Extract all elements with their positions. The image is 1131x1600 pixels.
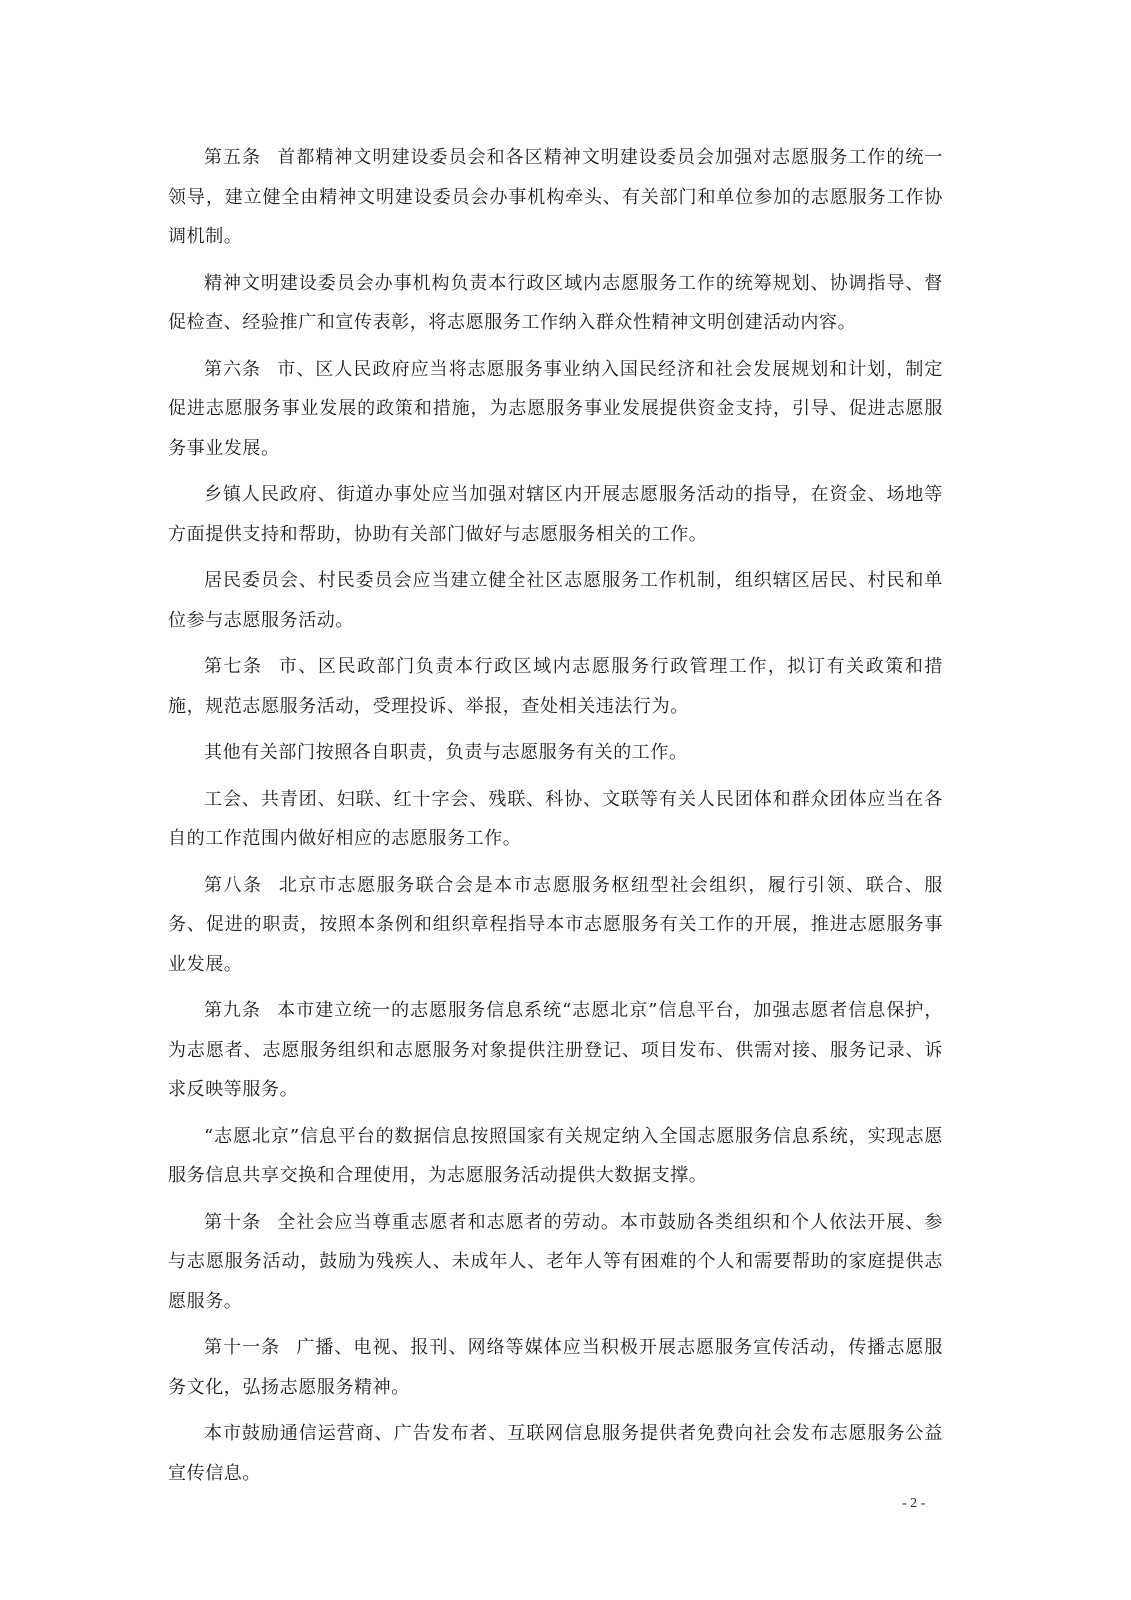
article-number: 第十一条 bbox=[204, 1337, 281, 1358]
paragraph bbox=[168, 350, 943, 469]
paragraph bbox=[168, 1117, 943, 1196]
paragraph-text: 本市鼓励通信运营商、广告发布者、互联网信息服务提供者免费向社会发布志愿服务公益宣传信息。 bbox=[168, 1423, 943, 1484]
paragraph bbox=[168, 733, 943, 773]
article-number: 第十条 bbox=[204, 1211, 262, 1233]
paragraph-text: 精神文明建设委员会办事机构负责本行政区域内志愿服务工作的统筹规划、协调指导、督促检查、经验推广和宣传表彰，将志愿服务工作纳入群众性精神文明创建活动内容。 bbox=[168, 272, 943, 333]
paragraph bbox=[168, 475, 943, 554]
paragraph-text: 其他有关部门按照各自职责，负责与志愿服务有关的工作。 bbox=[204, 742, 688, 763]
paragraph bbox=[168, 991, 943, 1110]
paragraph-text: 市、区民政部门负责本行政区域内志愿服务行政管理工作，拟订有关政策和措施，规范志愿服务活动，受理投诉、举报，查处相关违法行为。 bbox=[168, 656, 943, 717]
paragraph-text: 工会、共青团、妇联、红十字会、残联、科协、文联等有关人民团体和群众团体应当在各自的工作范围内做好相应的志愿服务工作。 bbox=[168, 788, 943, 849]
paragraph bbox=[168, 561, 943, 640]
paragraph bbox=[168, 1414, 943, 1493]
paragraph bbox=[168, 647, 943, 726]
paragraph-text: 本市建立统一的志愿服务信息系统“志愿北京”信息平台，加强志愿者信息保护，为志愿者、志愿服务组织和志愿服务对象提供注册登记、项目发布、供需对接、服务记录、诉求反映等服务。 bbox=[168, 1000, 943, 1100]
paragraph bbox=[168, 1328, 943, 1407]
paragraph bbox=[168, 138, 943, 257]
paragraph-text: 乡镇人民政府、街道办事处应当加强对辖区内开展志愿服务活动的指导，在资金、场地等方面提供支持和帮助，协助有关部门做好与志愿服务相关的工作。 bbox=[168, 484, 943, 545]
article-number: 第八条 bbox=[204, 874, 263, 896]
paragraph-text: 广播、电视、报刊、网络等媒体应当积极开展志愿服务宣传活动，传播志愿服务文化，弘扬志愿服务精神。 bbox=[168, 1337, 943, 1398]
article-number: 第六条 bbox=[204, 358, 262, 380]
paragraph-text: “志愿北京”信息平台的数据信息按照国家有关规定纳入全国志愿服务信息系统，实现志愿服务信息共享交换和合理使用，为志愿服务活动提供大数据支撑。 bbox=[168, 1125, 943, 1186]
article-number: 第五条 bbox=[204, 147, 262, 168]
paragraph bbox=[168, 780, 943, 859]
article-number: 第七条 bbox=[204, 656, 263, 677]
paragraph-text: 北京市志愿服务联合会是本市志愿服务枢纽型社会组织，履行引领、联合、服务、促进的职责，按照本条例和组织章程指导本市志愿服务有关工作的开展，推进志愿服务事业发展。 bbox=[168, 874, 943, 975]
paragraph bbox=[168, 1203, 943, 1322]
paragraph-text: 全社会应当尊重志愿者和志愿者的劳动。本市鼓励各类组织和个人依法开展、参与志愿服务活动，鼓励为残疾人、未成年人、老年人等有困难的个人和需要帮助的家庭提供志愿服务。 bbox=[168, 1211, 943, 1312]
page-number: - 2 - bbox=[902, 1496, 926, 1511]
paragraph-text: 居民委员会、村民委员会应当建立健全社区志愿服务工作机制，组织辖区居民、村民和单位参与志愿服务活动。 bbox=[168, 570, 943, 631]
paragraph-text: 市、区人民政府应当将志愿服务事业纳入国民经济和社会发展规划和计划，制定促进志愿服务事业发展的政策和措施，为志愿服务事业发展提供资金支持，引导、促进志愿服务事业发展。 bbox=[168, 358, 943, 459]
paragraph-text: 首都精神文明建设委员会和各区精神文明建设委员会加强对志愿服务工作的统一领导，建立健全由精神文明建设委员会办事机构牵头、有关部门和单位参加的志愿服务工作协调机制。 bbox=[168, 147, 943, 247]
paragraph bbox=[168, 866, 943, 985]
article-number: 第九条 bbox=[204, 1000, 261, 1021]
document-body bbox=[168, 138, 943, 1500]
paragraph bbox=[168, 264, 943, 343]
